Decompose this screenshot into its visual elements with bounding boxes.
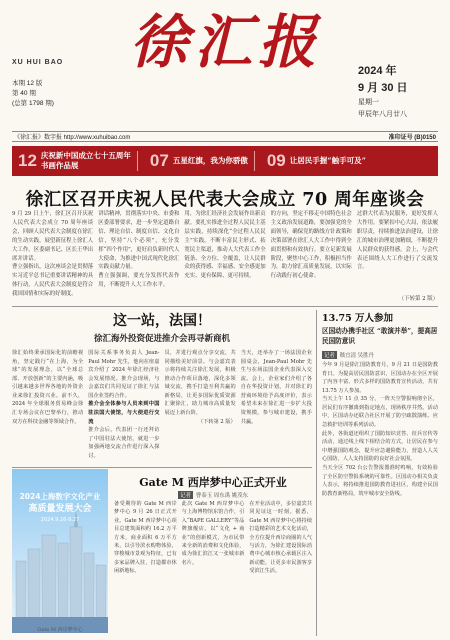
- byline-authors: 曹泰玉 周东禹 姚茂东: [195, 493, 248, 499]
- banner-item-page-09[interactable]: [261, 146, 366, 176]
- article-column: 的方向，坚定不移走中国特色社会主义政治发展道路，要加强党的全面领导，确保党的路线方针政策和决策部署在徐汇人大工作中得到全面贯彻和有效执行。要立足新发展阶段，聚焦中心工作，积极担当作为，助力徐汇高质量发展，以实际行动践行初心使命。: [270, 211, 352, 280]
- date-month-day: 9 月 30 日: [358, 82, 408, 94]
- article-column: [165, 349, 236, 465]
- article-column: 9 月 29 日上午，徐汇区召开庆祝人民代表大会成立 70 周年座谈会，回顾人民代表大会制度在徐汇的生动实践，展望新征程上徐汇人大工作。区委副书记、区长王华出席并讲话。 曹立强指出，这次座谈会是贯彻落实习近平总书记重要讲话精神的具体行动，人民代表大会制度是符合我国国情和实际的好制度。: [12, 211, 94, 298]
- date-year: 2024 年: [358, 65, 397, 77]
- article-column-text: 国际关系事务负责人 Jean-Paul Mohr 先生，他向在座嘉宾介绍了 2024 年徐汇经济社会发展情况。推介会现场，与会嘉宾们共同见证了徐汇与法国企业签约合作。: [88, 350, 160, 399]
- section-divider: [12, 467, 312, 468]
- page-guide-banner: [12, 146, 438, 176]
- edition-count: 本期 12 版: [12, 79, 43, 87]
- banner-title: 庆祝新中国成立七十五周年 书画作品展: [40, 151, 131, 170]
- svg-text:徐汇报: 徐汇报: [129, 8, 323, 74]
- article-column: 当天，还举办了一场法国企业圆桌会，Jean-Paul Mohr 先生与在场法国企业代表深入交流。会上，企业家们介绍了各自在华投资计划，并对徐汇的营商环境给予高度评价，表示希望未来在徐汇进一步扩大投资规模，参与城市建设，携手共赢。: [240, 350, 312, 425]
- event-photo: [12, 469, 108, 633]
- date-weekday: 星期一: [358, 99, 379, 106]
- issue-number: 第 40 期: [12, 89, 36, 97]
- banner-title: 让居民手握“触手可及”: [289, 156, 366, 166]
- story-byline: [114, 491, 312, 499]
- story-subheadline: 徐汇海外投资促进推介会再寻新商机: [93, 334, 230, 344]
- date-block: [358, 62, 408, 119]
- masthead-info: [12, 58, 102, 109]
- article-column: 此次 Gate M 西岸梦中心与上海博物馆东馆合作，引入“BAPE GALLERY”等品牌旗舰店。以“文化 + 商业”的创新模式，为市民带来全新的消费和文化体验，成为徐汇滨江又一张城市新名片。: [181, 501, 245, 566]
- article-column: [357, 210, 438, 304]
- info-bar: [12, 131, 438, 142]
- masthead-pinyin: XU HUI BAO: [12, 59, 64, 66]
- digital-edition-link[interactable]: 《徐汇报》数字报 http://www.xuhuibao.com: [14, 135, 131, 141]
- story-headline[interactable]: Gate M 西岸梦中心正式开业: [139, 476, 287, 489]
- article-column: 在开业活动中，多位嘉宾共同见证这一时刻。据悉，Gate M 西岸梦中心将持续打造精彩的艺术文化活动，全方位提升西岸商圈的人气与活力，为徐汇建设国际消费中心城市核心承载区注入新动能，让更多市民游客享受滨江生活。: [249, 501, 313, 575]
- banner-title: 五星红旗，我为你骄傲: [172, 156, 248, 166]
- banner-item-page-12[interactable]: [12, 146, 131, 176]
- section-divider: [12, 306, 438, 307]
- article-column: 徐汇始终秉承国际化的前瞻视角，坚定践行“在上海，为全球”的发展理念，以“全球总部、开放创新”的主要内涵，吸引越来越多世界各地的外资企业来徐汇投资兴业。前不久，2024 年全球服务贸易峰会徐汇专场会议在巴黎举行，推动双方在科技金融等领域合作。: [12, 350, 84, 425]
- banner-divider: [137, 151, 138, 171]
- total-issue-number: (总第 1798 期): [12, 99, 54, 107]
- article-column: 讲话精神，贯彻落实中央、市委和区委部署要求，进一步坚定道路自信、理论自信、制度自信、文化自信，坚持“八个必须”，充分发挥“四个作用”，更好肩负新时代人大使命，为推进中国式现代化徐汇实践贡献力量。 曹立强强调，要充分发挥代表作用，不断提升人大工作水平。: [98, 211, 180, 289]
- byline-tag: 记者: [324, 353, 335, 359]
- story-headline[interactable]: 13.75 万人参加: [322, 313, 394, 324]
- article-column: [88, 349, 159, 465]
- story-body: [114, 500, 312, 636]
- photo-caption-highlight: 推介会全体参与人员来到中国驻法国大使馆，与大使进行交流: [88, 401, 160, 425]
- byline-authors: 嵇宜清 吴胜丹: [339, 353, 374, 359]
- story-body: 今年 9 月是徐汇国防教育月，9 月 21 日是国防教育日。为提高居民国防意识，区国动办在全区开展了内容丰富、形式多样的国防教育宣传活动，共有 13.75 万人参加。 当天上午 11 点 35 分，一阵天空警报响彻全区，居民们有序撤离到指定地点，现场秩序井然。活动中，区国动办还联合社区开展了防空疏散演练、应急救护培训等系列活动。 此外，各街道还组织了国防知识竞答、征兵宣传等活动，通过线上线下相结合的方式，让居民在参与中增强国防观念，提升应急避险能力，营造人人关心国防、人人支持国防的良好社会氛围。 当天全区 702 台公告警报器准时鸣响，有效检验了全区防空警报系统的可靠性。区国动办相关负责人表示，将持续推进国防教育进社区，构建全民国防教育新格局，筑牢城市安全防线。: [322, 362, 438, 497]
- lead-article-body: [12, 210, 438, 304]
- photo-caption: Gate M 西岸梦中心: [37, 627, 83, 633]
- article-column-text: 推介会后，代表团一行还拜访了中国驻法大使馆，就进一步加强两地交流合作进行深入探讨。: [88, 427, 160, 459]
- svg-text:2024上海数字文化产业: 2024上海数字文化产业: [19, 492, 101, 501]
- date-lunar: 甲辰年八月廿八: [358, 111, 407, 118]
- lead-headline[interactable]: 徐汇区召开庆祝人民代表大会成立 70 周年座谈会: [25, 190, 425, 210]
- article-column-text: 过群大代表为民服务，更好发挥人大作用。要紧扣中心大局，依法履职尽责，持续推进法治建设，让徐汇的城市治理更加精细，不断提升人民群众的获得感。会上，与会代表还围绕人大工作进行了交流发言。: [356, 211, 439, 271]
- permit-number: 准印证号 (B)0150: [388, 135, 436, 141]
- article-column-text: 员，并进行观点分享交流，共同描绘美好前景。与会嘉宾表示将持续关注徐汇发展，积极推动合作项目落地，深化多领域交流，携手打造互利共赢的新格局，让更多国际优质资源汇聚徐汇，助力城市高质量发展迈上新台阶。: [164, 350, 236, 417]
- banner-divider: [254, 151, 255, 171]
- article-column: 用，为徐汇经济社会发展作出新贡献。要扎实推进全过程人民民主基层实践，持续深化“全过程人民民主”实践，不断丰富民主形式、拓宽民主渠道，推动人大代表工作全链条、全方位、全覆盖，让人民群众的获得感、幸福感、安全感更加充实、更有保障、更可持续。: [184, 211, 266, 280]
- byline-tag: 记者: [180, 493, 191, 499]
- banner-page-number: 07: [149, 151, 169, 170]
- newspaper-logo: [108, 6, 344, 74]
- svg-text:高质量发展大会: 高质量发展大会: [28, 504, 92, 514]
- story-subheadline: 区国动办携手社区 “敢演并举”，提高居民国防意识: [322, 327, 438, 345]
- story-byline: [322, 351, 438, 359]
- banner-item-page-07[interactable]: [144, 146, 248, 176]
- article-column: 备受期待的 Gate M 西岸梦中心 9 月 26 日正式开业。Gate M 西岸梦中心项目总建筑面积约 16.2 万平方米，商业面积 6 万平方米，以引导滨水购物体验、穿梭城市景观为特征，已有多家品牌入驻，打造都市休闲新地标。: [114, 501, 177, 575]
- story-headline[interactable]: 这一站，法国！: [113, 313, 211, 329]
- continued-note[interactable]: （下转第 2 版）: [198, 418, 236, 425]
- banner-page-number: 12: [18, 151, 37, 170]
- column-divider: [316, 310, 317, 636]
- story-body: [12, 349, 312, 465]
- svg-text:2024.9.26-9.27: 2024.9.26-9.27: [40, 517, 80, 523]
- banner-page-number: 09: [266, 151, 286, 170]
- continued-note[interactable]: （下转第 2 版）: [398, 296, 439, 303]
- photo-illustration: [12, 469, 108, 633]
